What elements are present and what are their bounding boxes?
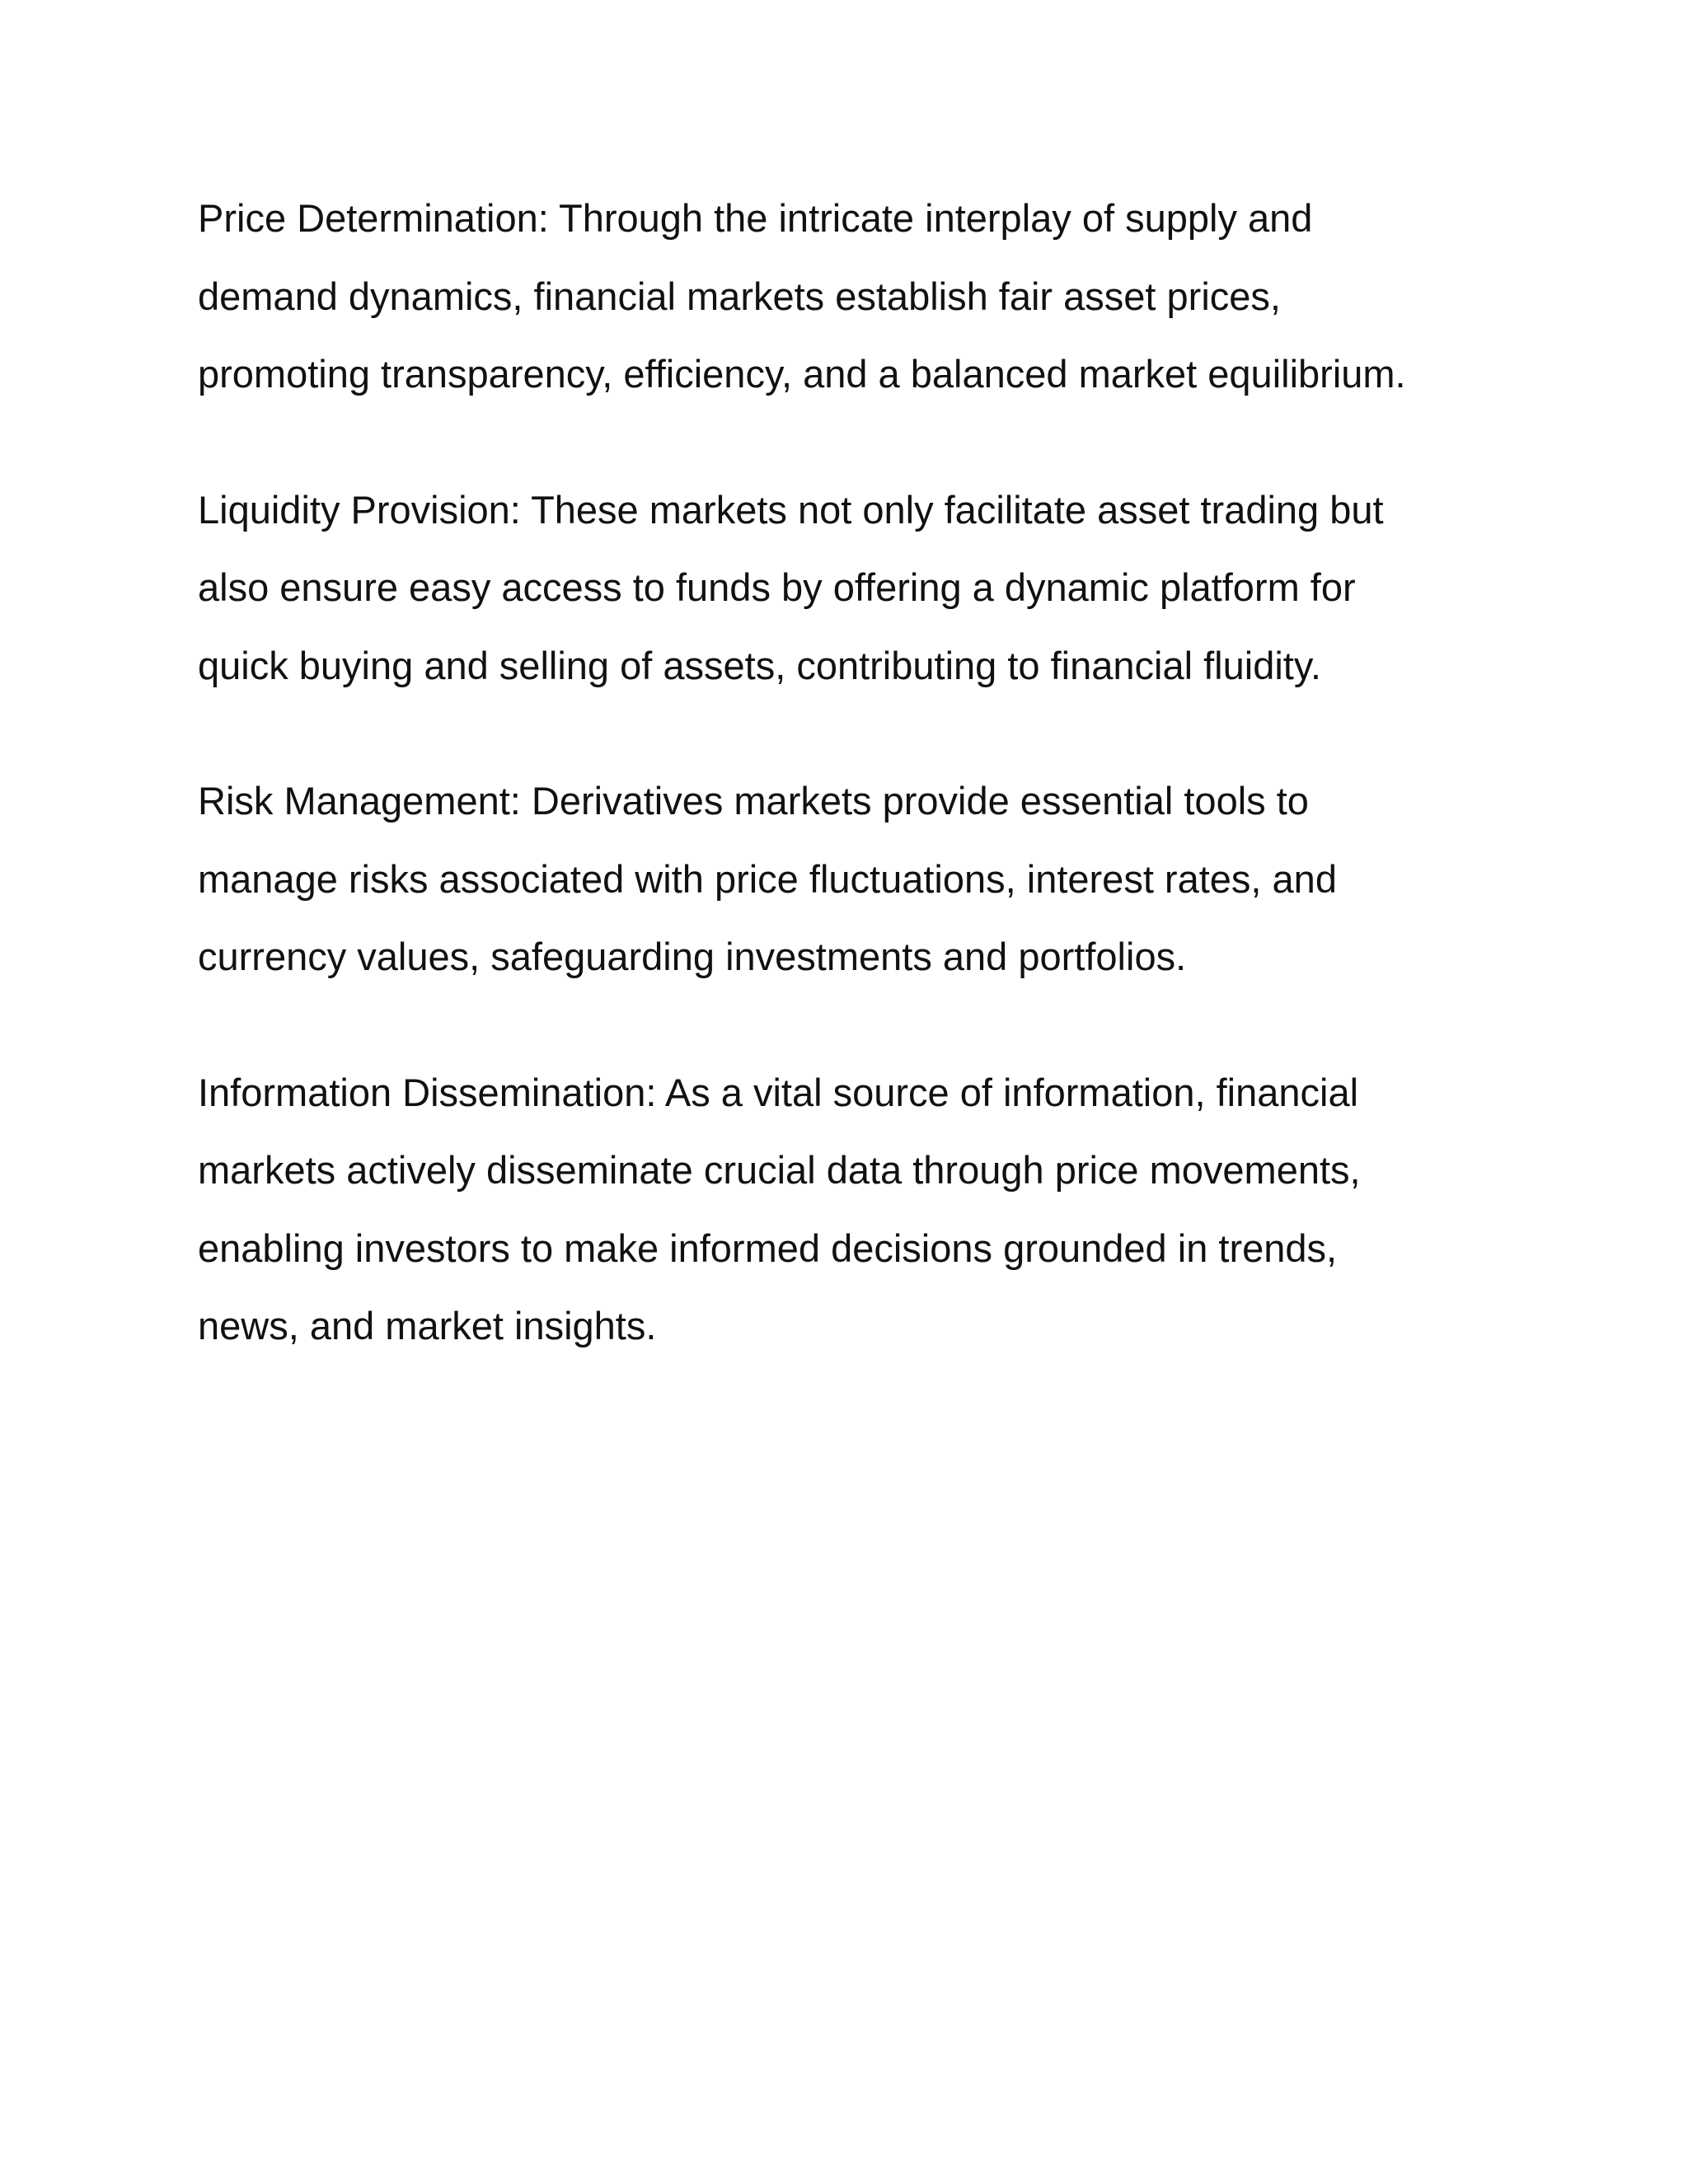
paragraph-line: promoting transparency, efficiency, and a balanced market equilibrium. bbox=[198, 352, 1406, 396]
paragraph-line: news, and market insights. bbox=[198, 1304, 657, 1347]
paragraph-line: demand dynamics, financial markets establish fair asset prices, bbox=[198, 274, 1281, 318]
paragraph-line: Risk Management: Derivatives markets provide essential tools to bbox=[198, 779, 1309, 823]
paragraph-line: Liquidity Provision: These markets not only facilitate asset trading but bbox=[198, 487, 1384, 532]
paragraph-line: also ensure easy access to funds by offering a dynamic platform for bbox=[198, 565, 1356, 609]
paragraph-price-determination bbox=[198, 180, 1500, 414]
paragraph-line: Price Determination: Through the intricate interplay of supply and bbox=[198, 196, 1313, 240]
paragraph-liquidity-provision bbox=[198, 471, 1500, 705]
paragraph-line: Information Dissemination: As a vital source of information, financial bbox=[198, 1070, 1359, 1114]
document-body bbox=[198, 180, 1500, 1423]
paragraph-line: enabling investors to make informed decisions grounded in trends, bbox=[198, 1226, 1338, 1270]
paragraph-line: currency values, safeguarding investments and portfolios. bbox=[198, 935, 1187, 978]
paragraph-line: manage risks associated with price fluctuations, interest rates, and bbox=[198, 856, 1337, 901]
paragraph-line: quick buying and selling of assets, contributing to financial fluidity. bbox=[198, 643, 1321, 687]
paragraph-risk-management bbox=[198, 762, 1500, 996]
paragraph-information-dissemination bbox=[198, 1054, 1500, 1366]
paragraph-line: markets actively disseminate crucial data through price movements, bbox=[198, 1148, 1361, 1192]
